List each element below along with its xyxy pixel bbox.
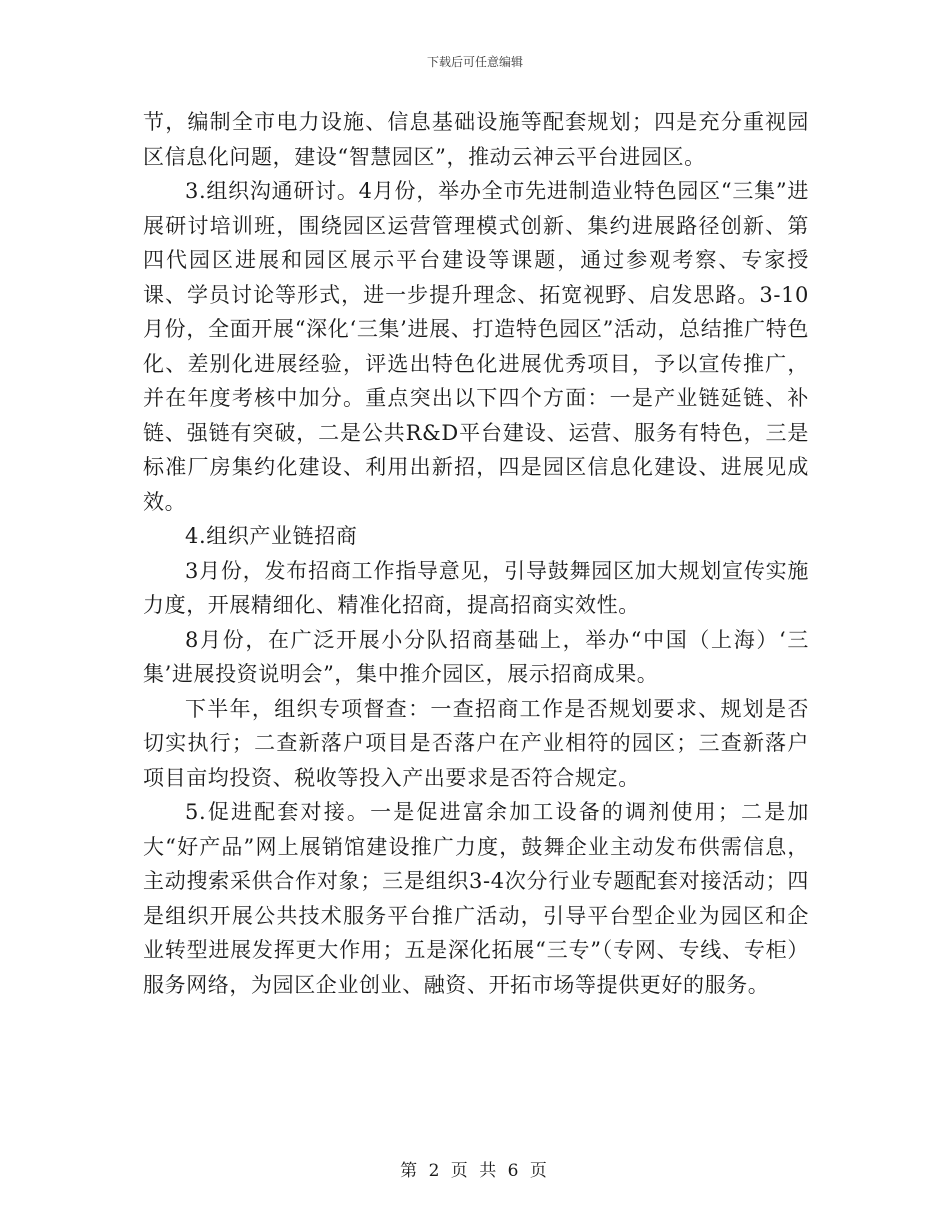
- paragraph-second-half: 下半年，组织专项督查：一查招商工作是否规划要求、规划是否切实执行；二查新落户项目是否落户在产业相符的园区；三查新落户项目亩均投资、税收等投入产出要求是否符合规定。: [143, 696, 809, 790]
- header-note: 下载后可任意编辑: [426, 55, 523, 69]
- paragraph-section-5: 5.促进配套对接。一是促进富余加工设备的调剂使用；二是加大“好产品”网上展销馆建设推广力度，鼓舞企业主动发布供需信息，主动搜索采供合作对象；三是组织3-4次分行业专题配套对接活动；四是组织开展公共技术服务平台推广活动，引导平台型企业为园区和企业转型进展发挥更大作用；五是深化拓展“三专”（专网、专线、专柜）服务网络，为园区企业创业、融资、开拓市场等提供更好的服务。: [143, 800, 809, 997]
- paragraph-august: 8月份，在广泛开展小分队招商基础上，举办“中国（上海）‘三集’进展投资说明会”，集中推介园区，展示招商成果。: [143, 627, 809, 686]
- document-body: [143, 105, 809, 1002]
- paragraph-section-4-heading: 4.组织产业链招商: [185, 524, 358, 548]
- page-number: 第 2 页 共 6 页: [400, 1161, 550, 1181]
- paragraph-section-3: 3.组织沟通研讨。4月份，举办全市先进制造业特色园区“三集”进展研讨培训班，围绕园区运营管理模式创新、集约进展路径创新、第四代园区进展和园区展示平台建设等课题，通过参观考察、专家授课、学员讨论等形式，进一步提升理念、拓宽视野、启发思路。3-10月份，全面开展“深化‘三集’进展、打造特色园区”活动，总结推广特色化、差别化进展经验，评选出特色化进展优秀项目，予以宣传推广，并在年度考核中加分。重点突出以下四个方面：一是产业链延链、补链、强链有突破，二是公共R&D平台建设、运营、服务有特色，三是标准厂房集约化建设、利用出新招，四是园区信息化建设、进展见成效。: [143, 179, 809, 514]
- paragraph-march: 3月份，发布招商工作指导意见，引导鼓舞园区加大规划宣传实施力度，开展精细化、精准化招商，提高招商实效性。: [143, 558, 809, 617]
- paragraph-continuation: 节，编制全市电力设施、信息基础设施等配套规划；四是充分重视园区信息化问题，建设“智慧园区”，推动云神云平台进园区。: [143, 110, 809, 169]
